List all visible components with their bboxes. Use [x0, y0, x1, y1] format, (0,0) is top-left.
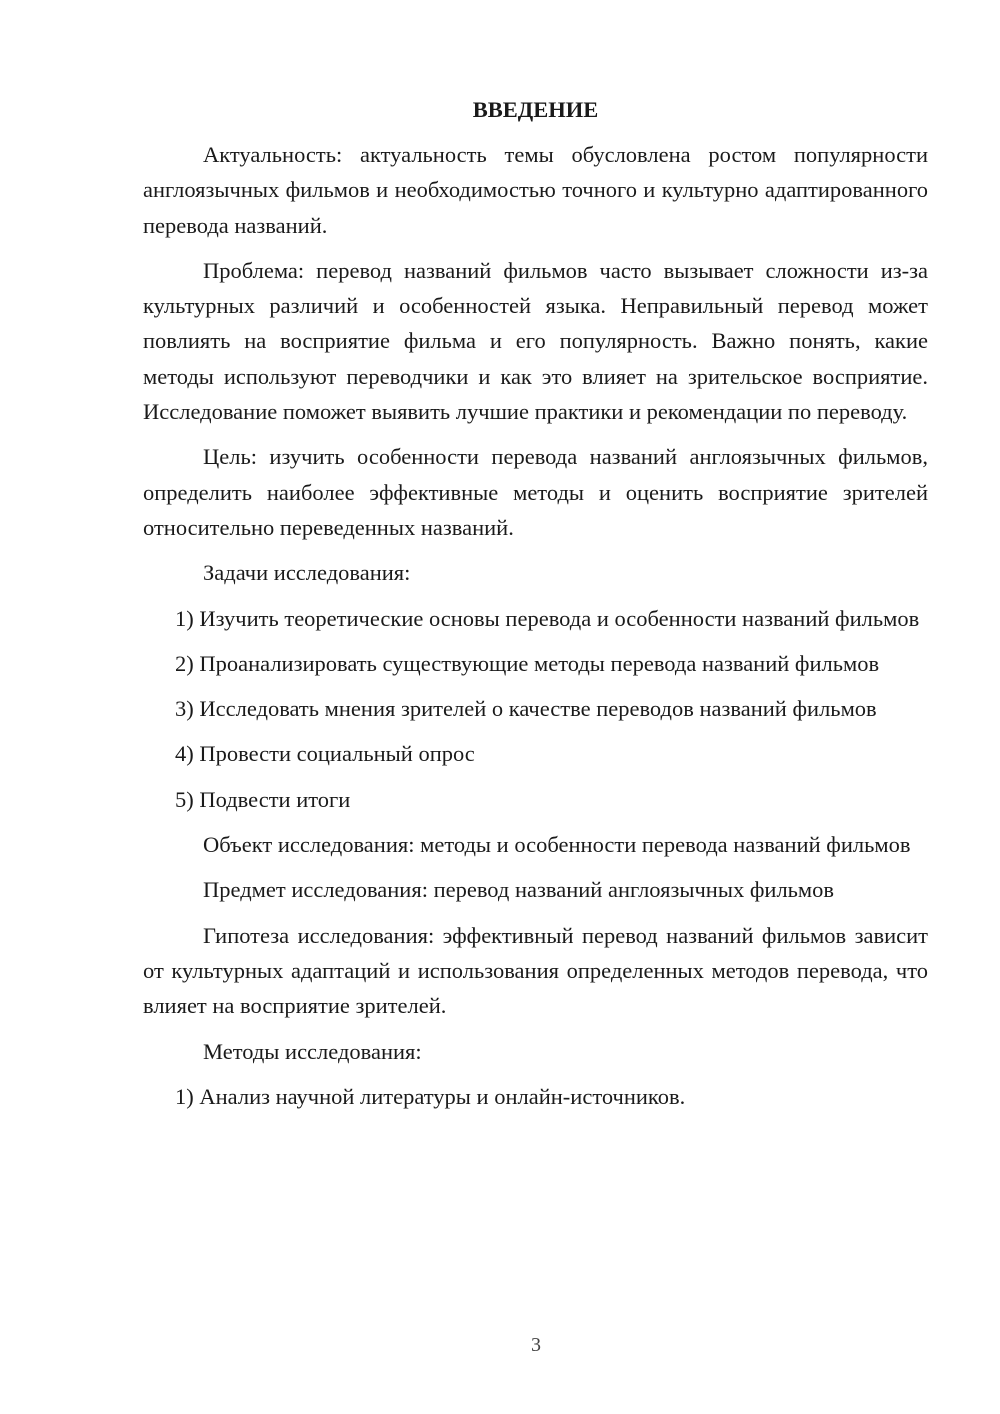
task-item: 4) Провести социальный опрос: [175, 741, 475, 767]
task-item: 5) Подвести итоги: [175, 786, 351, 812]
task-item: 1) Изучить теоретические основы перевода и особенности названий фильмов: [175, 605, 920, 631]
goal-paragraph: Цель: изучить особенности перевода названий англоязычных фильмов, определить наиболее эффективные методы и оценить восприятие зрителей относительно переведенных названий.: [143, 444, 928, 540]
page-number: 3: [531, 1334, 541, 1356]
problem-paragraph: Проблема: перевод названий фильмов часто вызывает сложности из-за культурных различий и особенностей языка. Неправильный перевод может повлиять на восприятие фильма и его популярность. Важно понять, какие методы используют переводчики и как это влияет на зрительское восприятие. Исследование поможет выявить лучшие практики и рекомендации по переводу.: [143, 257, 928, 425]
tasks-heading: Задачи исследования:: [203, 560, 411, 586]
methods-heading: Методы исследования:: [203, 1038, 422, 1064]
object-paragraph: Объект исследования: методы и особенности перевода названий фильмов: [203, 832, 911, 858]
subject-paragraph: Предмет исследования: перевод названий англоязычных фильмов: [203, 877, 835, 903]
hypothesis-paragraph: Гипотеза исследования: эффективный перевод названий фильмов зависит от культурных адаптаций и использования определенных методов перевода, что влияет на восприятие зрителей.: [143, 922, 928, 1019]
task-item: 3) Исследовать мнения зрителей о качестве переводов названий фильмов: [175, 696, 877, 722]
section-heading: ВВЕДЕНИЕ: [472, 97, 599, 122]
relevance-paragraph: Актуальность: актуальность темы обусловлена ростом популярности англоязычных фильмов и необходимостью точного и культурно адаптированного перевода названий.: [143, 142, 928, 238]
task-item: 2) Проанализировать существующие методы перевода названий фильмов: [175, 650, 880, 676]
document-page: [143, 92, 928, 1124]
method-item: 1) Анализ научной литературы и онлайн-источников.: [175, 1083, 686, 1109]
